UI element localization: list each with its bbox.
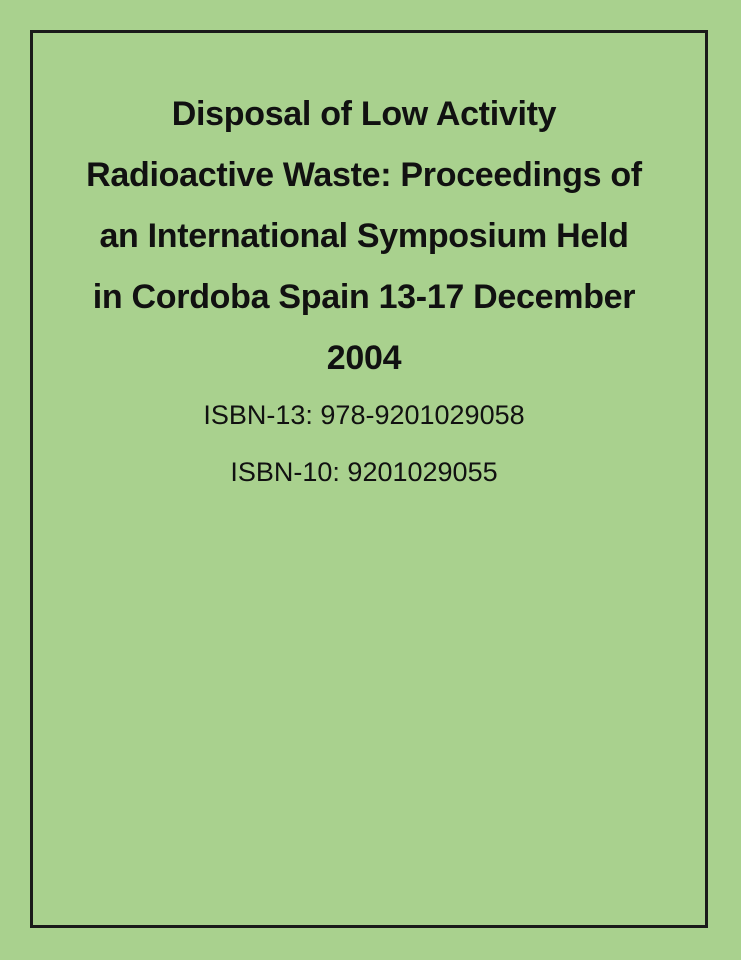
title-line-4: in Cordoba Spain 13-17 December <box>92 278 636 316</box>
title-line-1: Disposal of Low Activity <box>171 95 557 133</box>
title-line-2: Radioactive Waste: Proceedings of <box>86 156 642 194</box>
title-line-5: 2004 <box>326 339 402 377</box>
book-title <box>34 84 694 389</box>
title-line-3: an International Symposium Held <box>99 217 629 255</box>
isbn-13-text: ISBN-13: 978-9201029058 <box>203 400 525 430</box>
isbn-10-text: ISBN-10: 9201029055 <box>230 457 498 487</box>
